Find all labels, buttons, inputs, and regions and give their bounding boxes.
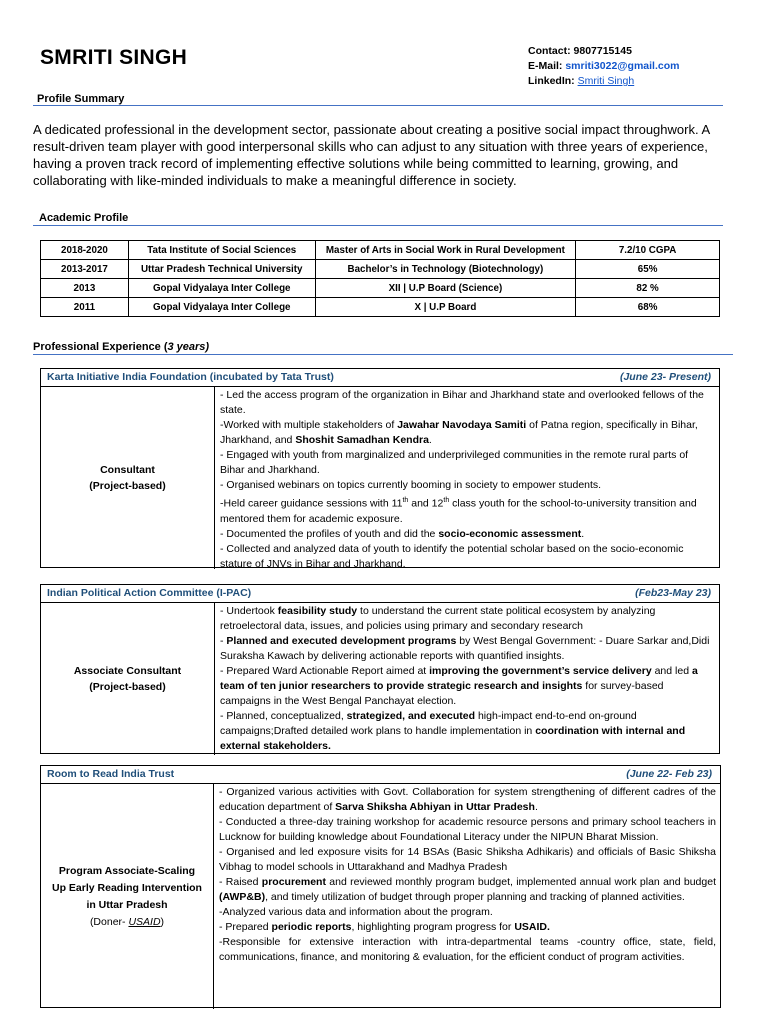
organization-name: Karta Initiative India Foundation (incubated by Tata Trust) [47, 371, 334, 383]
institute-cell: Tata Institute of Social Sciences [128, 241, 315, 260]
year-cell: 2011 [41, 298, 129, 317]
bullet: -Responsible for extensive interaction with intra-departmental teams -country office, state, field, communications, finance, and monitoring & evaluation, for the efficient conduct of program activities. [219, 936, 716, 963]
degree-cell: Bachelor’s in Technology (Biotechnology) [315, 260, 576, 279]
role-cell [41, 387, 215, 569]
role-cell [41, 784, 214, 1009]
institute-cell: Gopal Vidyalaya Inter College [128, 298, 315, 317]
responsibilities [215, 387, 719, 569]
year-cell: 2018-2020 [41, 241, 129, 260]
bullet: -Worked with multiple stakeholders of Jawahar Navodaya Samiti of Patna region, specifically in Bihar, Jharkhand, and Shoshit Samadhan Kendra. [220, 419, 698, 446]
table-row [41, 241, 720, 260]
degree-cell: XII | U.P Board (Science) [315, 279, 576, 298]
bullet: - Prepared periodic reports, highlighting program progress for USAID. [219, 921, 550, 933]
bullet: - Engaged with youth from marginalized and underprivileged communities in the remote rural parts of Bihar and Jharkhand. [220, 449, 689, 476]
role-title: Program Associate-Scaling Up Early Reading Intervention in Uttar Pradesh [52, 864, 202, 911]
role-title: Associate Consultant [73, 665, 182, 677]
contact-block [528, 44, 679, 89]
table-row [41, 279, 720, 298]
score-cell: 68% [576, 298, 720, 317]
experience-card-ipac [40, 584, 720, 754]
score-cell: 7.2/10 CGPA [576, 241, 720, 260]
bullet: -Held career guidance sessions with 11th and 12th class youth for the school-to-university transition and mentored them for academic exposure. [220, 497, 697, 525]
bullet: - Organized various activities with Govt. Collaboration for system strengthening of different cadres of the education department of Sarva Shiksha Abhiyan in Uttar Pradesh. [219, 786, 716, 813]
linkedin-line: LinkedIn: Smriti Singh [528, 75, 635, 87]
academic-table [40, 240, 720, 317]
contact-line: Contact: 9807715145 [528, 45, 632, 57]
bullet: - Documented the profiles of youth and did the socio-economic assessment. [220, 527, 585, 540]
email-link[interactable]: smriti3022@gmail.com [565, 60, 680, 72]
profile-summary-heading: Profile Summary [37, 93, 125, 105]
bullet: - Planned, conceptualized, strategized, and executed high-impact end-to-end on-ground campaigns;Drafted detailed work plans to handle implementation in coordination with internal and external stakeholders. [220, 710, 686, 752]
table-row [41, 298, 720, 317]
divider [33, 354, 733, 355]
role-subtitle: (Project-based) [89, 480, 166, 492]
organization-name: Room to Read India Trust [47, 768, 175, 780]
year-cell: 2013 [41, 279, 129, 298]
candidate-name: SMRITI SINGH [40, 46, 188, 69]
profile-summary-text: A dedicated professional in the development sector, passionate about creating a positive social impact throughwork. A result-driven team player with good interpersonal skills who can adjust to any situation with three years of experience, having a proven track record of implementing effective solutions while being committed to learning, growing, and collaborating with like-minded individuals to make a meaningful difference in society. [33, 122, 710, 188]
experience-dates: (June 23- Present) [619, 371, 711, 383]
professional-experience-heading: Professional Experience (3 years) [33, 341, 210, 353]
experience-dates: (Feb23-May 23) [635, 587, 711, 599]
bullet: - Conducted a three-day training workshop for academic resource persons and primary school teachers in Lucknow for building knowledge about Foundational Literacy under the NIPUN Bharat Mission. [219, 816, 716, 843]
organization-name: Indian Political Action Committee (I-PAC) [47, 587, 252, 599]
email-line: E-Mail: smriti3022@gmail.com [528, 60, 680, 72]
bullet: -Analyzed various data and information about the program. [219, 906, 493, 918]
experience-header [41, 766, 720, 784]
divider [33, 225, 723, 226]
divider [33, 105, 723, 106]
table-row [41, 260, 720, 279]
responsibilities [214, 784, 720, 1009]
experience-card-room-to-read [40, 765, 721, 1008]
bullet: - Organised webinars on topics currently booming in society to empower students. [220, 479, 602, 491]
degree-cell: X | U.P Board [315, 298, 576, 317]
institute-cell: Uttar Pradesh Technical University [128, 260, 315, 279]
linkedin-link[interactable]: Smriti Singh [577, 75, 635, 87]
degree-cell: Master of Arts in Social Work in Rural Development [315, 241, 576, 260]
role-title: Consultant [100, 464, 155, 476]
bullet: - Planned and executed development programs by West Bengal Government: - Duare Sarkar and,Didi Suraksha Kawach by delivering actionable reports with quantified insights. [220, 635, 710, 662]
bullet: - Undertook feasibility study to understand the current state political ecosystem by analyzing retroelectoral data, issues, and policies using primary and secondary research [220, 605, 656, 632]
bullet: - Collected and analyzed data of youth to identify the potential scholar based on the socio-economic stature of JNVs in Bihar and Jharkhand. [220, 542, 684, 570]
donor-link: USAID [128, 915, 161, 928]
role-subtitle: (Doner- USAID) [89, 915, 165, 928]
responsibilities [215, 603, 719, 755]
experience-header [41, 369, 719, 387]
experience-dates: (June 22- Feb 23) [626, 768, 712, 780]
role-subtitle: (Project-based) [89, 681, 166, 693]
bullet: - Raised procurement and reviewed monthly program budget, implemented annual work plan and budget (AWP&B), and timely utilization of budget through proper planning and tracking of planned activities. [219, 876, 716, 903]
score-cell: 65% [576, 260, 720, 279]
experience-card-karta [40, 368, 720, 568]
role-cell [41, 603, 215, 755]
phone-number: 9807715145 [573, 45, 632, 57]
institute-cell: Gopal Vidyalaya Inter College [128, 279, 315, 298]
bullet: - Organised and led exposure visits for 14 BSAs (Basic Shiksha Adhikaris) and officials of Basic Shiksha Vibhag to model schools in Uttarakhand and Madhya Pradesh [219, 846, 716, 873]
bullet: - Led the access program of the organization in Bihar and Jharkhand state and overlooked fellows of the state. [220, 389, 704, 416]
experience-header [41, 585, 719, 603]
year-cell: 2013-2017 [41, 260, 129, 279]
bullet: - Prepared Ward Actionable Report aimed at improving the government’s service delivery and led a team of ten junior researchers to provide strategic research and insights for survey-based campaigns in the West Bengal Panchayat election. [220, 665, 698, 707]
score-cell: 82 % [576, 279, 720, 298]
academic-profile-heading: Academic Profile [39, 212, 129, 224]
